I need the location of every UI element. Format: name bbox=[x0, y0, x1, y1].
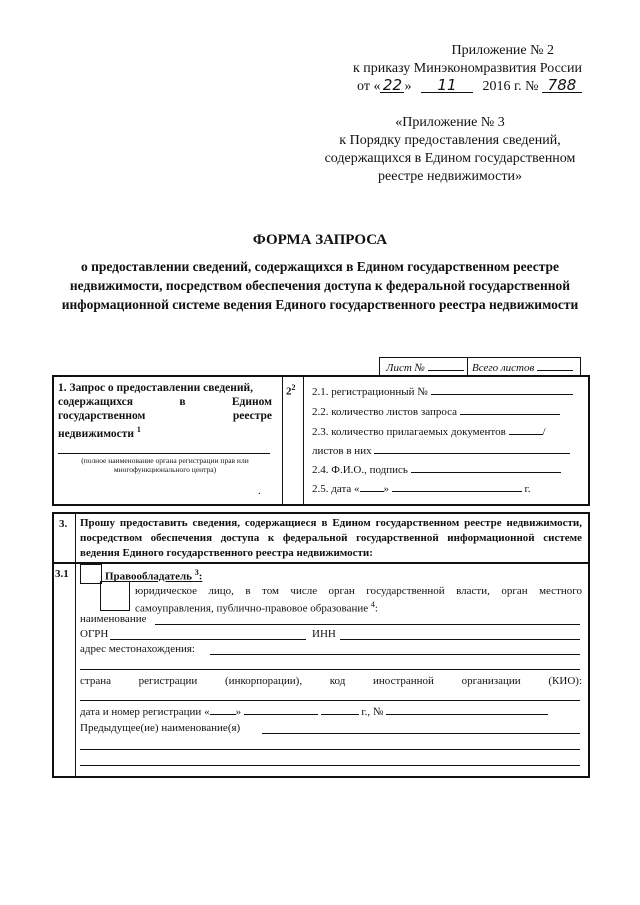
field-prevnames-line3[interactable] bbox=[80, 765, 580, 766]
section1-mark: . bbox=[258, 485, 261, 497]
field-name-line[interactable] bbox=[155, 624, 580, 625]
section2-item4: 2.4. Ф.И.О., подпись bbox=[312, 462, 561, 477]
appendix-line: к Порядку предоставления сведений, bbox=[339, 133, 561, 148]
handwritten-day: 22 bbox=[380, 78, 404, 93]
section1-caption: (полное наименование органа регистрации прав или многофункционального центра) bbox=[81, 456, 249, 474]
appendix-block bbox=[300, 114, 600, 186]
section3-text: Прошу предоставить сведения, содержащиеся в Едином государственном реестре недвижимости, посредством обеспечения доступа к федеральной государственной информационной системе ведения Единого государственного реестра недвижимости: bbox=[80, 517, 582, 559]
sheet-total-label: Всего листов bbox=[472, 360, 573, 375]
section1-title-line2: содержащихся в Едином bbox=[58, 396, 272, 408]
section2-item3: 2.3. количество прилагаемых документов / bbox=[312, 426, 546, 438]
header-appendix-number: Приложение № 2 bbox=[451, 43, 554, 58]
form-subtitle: о предоставлении сведений, содержащихся в Едином государственном реестре недвижимости, посредством обеспечения доступа к федеральной государственной информационной системе ведения Единого государственного реестра недвижимости bbox=[61, 259, 579, 312]
section2-item3b: листов в них bbox=[312, 443, 570, 458]
handwritten-order-number: 788 bbox=[542, 78, 582, 93]
field-country-line[interactable] bbox=[80, 700, 580, 701]
owner-checkbox[interactable] bbox=[80, 564, 102, 584]
section1-title: 1. Запрос о предоставлении сведений, bbox=[58, 382, 254, 394]
section2-item1: 2.1. регистрационный № bbox=[312, 384, 573, 399]
owner-label: Правообладатель $^3$: bbox=[105, 568, 203, 583]
field-prevnames-line[interactable] bbox=[262, 733, 580, 734]
section1-title-line3: государственном реестре bbox=[58, 410, 272, 422]
section2-item2: 2.2. количество листов запроса bbox=[312, 404, 560, 419]
legal-entity-line1: юридическое лицо, в том числе орган государственной власти, орган местного bbox=[135, 585, 582, 597]
section2-number: $2^2$ bbox=[286, 383, 296, 398]
field-name-label: наименование bbox=[80, 613, 147, 625]
field-prevnames-line2[interactable] bbox=[80, 749, 580, 750]
field-country-label: страна регистрации (инкорпорации), код иностранной организации (КИО): bbox=[80, 675, 582, 687]
legal-entity-line2: самоуправления, публично-правовое образование $^4$: bbox=[135, 600, 378, 615]
appendix-line: реестре недвижимости» bbox=[378, 169, 522, 184]
appendix-line: «Приложение № 3 bbox=[395, 115, 505, 130]
header-order-date: от « 22 » 11 2016 г. № 788 bbox=[282, 78, 582, 96]
field-prevnames-label: Предыдущее(ие) наименование(я) bbox=[80, 722, 241, 734]
field-inn-label: ИНН bbox=[312, 628, 336, 640]
header-order-ref: к приказу Минэкономразвития России bbox=[352, 61, 582, 76]
field-inn-line[interactable] bbox=[340, 639, 580, 640]
field-regdate-label: дата и номер регистрации « » г., № bbox=[80, 704, 548, 719]
appendix-line: содержащихся в Едином государственном bbox=[324, 151, 576, 166]
field-ogrn-line[interactable] bbox=[110, 639, 306, 640]
field-address-line2[interactable] bbox=[80, 669, 580, 670]
field-address-label: адрес местонахождения: bbox=[80, 643, 195, 655]
section3-number: 3. bbox=[59, 518, 68, 530]
header-block bbox=[282, 42, 582, 96]
sheet-number-label: Лист № bbox=[386, 360, 464, 375]
field-ogrn-label: ОГРН bbox=[80, 628, 109, 640]
section2-item5: 2.5. дата « » г. bbox=[312, 483, 531, 495]
section31-number: 3.1 bbox=[55, 568, 69, 580]
form-title: ФОРМА ЗАПРОСА bbox=[252, 232, 388, 248]
field-address-line[interactable] bbox=[210, 654, 580, 655]
legal-entity-checkbox[interactable] bbox=[100, 581, 130, 611]
section1-title-line4: недвижимости $^1$ bbox=[58, 425, 141, 440]
handwritten-month: 11 bbox=[421, 78, 473, 93]
